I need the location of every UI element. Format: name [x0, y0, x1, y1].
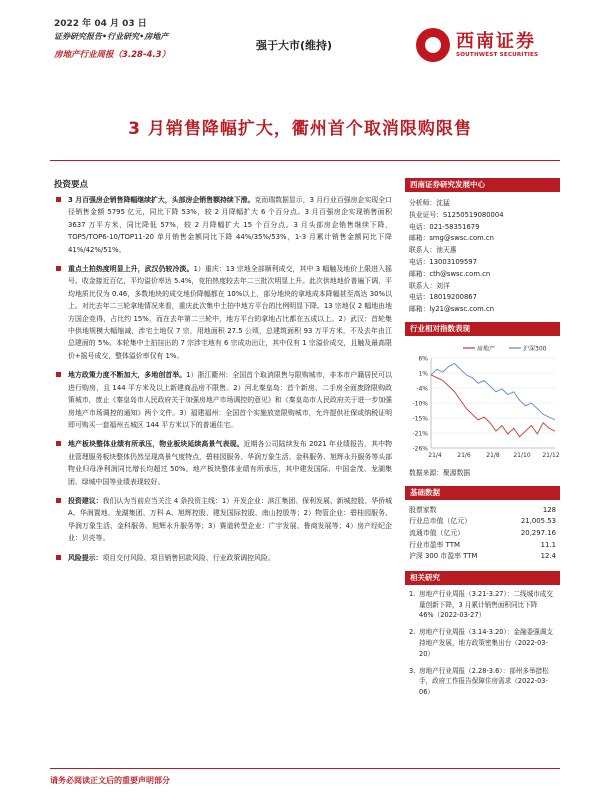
- y-tick-label: 1%: [418, 370, 428, 378]
- x-tick-label: 21/4: [428, 451, 442, 459]
- x-tick-label: 21/8: [486, 451, 500, 459]
- key-point-body: 1）重庆：13 宗地全部顺利成交，其中 3 幅触及地价上限进入摇号。收金接近百亿，平均溢价率达 5.4%，竞拍热度较去年二三批次明显上升。此次供地地价普遍下调，平均地质比仅为 0.46，多数地块的成交地价降幅都在 10%以上，部分地块的拿地成本降幅甚至高达 30%以上。对比去年二三轮拿地情况来看，重庆此次集中土拍中地方平台的比例明显下降。13 宗地仅 2 幅地由地方国企竞得，占比约 15%，而在去年第二三轮中，地方平台的拿地占比都在五成以上。2）武汉：首轮集中供地规模大幅缩减，涉宅土地仅 7 宗，用地面积 27.5 公顷，总建筑面积 93 万平方米，不及去年由江总建面的 5%。本轮集中土拍挂出的 7 宗涉宅地有 6 宗成功出让，其中仅有 1 宗溢价成交，且触及最高限价+摇号成交，整体溢价率仅有 1%。: [68, 265, 392, 360]
- report-category: 证券研究报告•行业研究•房地产: [54, 32, 169, 41]
- key-point-lead: 投资建议：: [68, 496, 103, 505]
- team-line: 电话：13003109597: [409, 257, 477, 266]
- legend-label: 房地产: [477, 345, 496, 353]
- basic-data-row: [405, 516, 560, 528]
- sidebar: [405, 178, 560, 704]
- related-item-title: 房地产行业周报（3.21-3.27）：二线城市成交量创新下降，3 月累计销售面积同比下降 46%（2022-03-27）: [419, 589, 553, 620]
- related-item[interactable]: [409, 666, 556, 698]
- key-point: [54, 194, 392, 256]
- report-series: 房地产行业周报（3.28-4.3）: [54, 50, 171, 60]
- team-line: 邮箱：ly21@swsc.com.cn: [409, 305, 495, 314]
- perf-header: 行业相对指数表现: [405, 322, 560, 336]
- key-point: [54, 495, 392, 545]
- basic-data-row: [405, 505, 560, 517]
- basic-data-value: 12.4: [540, 552, 556, 561]
- footer-divider: [50, 768, 560, 769]
- related-research: [405, 585, 560, 698]
- related-header: 相关研究: [405, 571, 560, 585]
- team-line: 邮箱：cth@swsc.com.cn: [409, 269, 491, 278]
- key-point: [54, 552, 392, 564]
- basic-data-value: 20,297.16: [520, 528, 556, 537]
- y-tick-label: -10%: [412, 400, 428, 408]
- basic-data-key: 沪深 300 市盈率 TTM: [409, 552, 478, 561]
- x-tick-label: 21/12: [542, 451, 560, 459]
- key-point-body: 近期各公司陆续发布 2021 年业绩报告，其中物业管理服务板块整体仍然呈现高景气度特点，碧桂园服务、华润万象生活、金科服务、旭辉永升服务等头部物业归母净利润同比增长均超过 50%。地产板块整体业绩有所承压，其中建发国际、中国金茂、龙湖集团、绿城中国等业绩表现较好。: [68, 440, 393, 486]
- key-point: [54, 369, 392, 431]
- relative-index-chart: [405, 336, 560, 468]
- basic-data-key: 流通市值（亿元）: [409, 528, 465, 537]
- team-line: 分析师：沈猛: [409, 199, 450, 207]
- key-point-lead: 地产板块整体业绩有所承压，物业板块延续高景气表现。: [68, 440, 244, 449]
- basic-data-value: 21,005.53: [520, 517, 556, 526]
- team-line: 电话：021-58351679: [409, 222, 480, 231]
- company-logo: [416, 22, 556, 70]
- key-point-lead: 重点土拍热度明显上升，武汉仍较冷淡。: [68, 265, 194, 274]
- chart-svg: [405, 336, 560, 468]
- basic-data-value: 11.1: [540, 540, 556, 549]
- rating: 强于大市(维持): [256, 39, 333, 52]
- logo-text-cn: 西南证券: [456, 31, 536, 52]
- related-item-number: 1.: [409, 589, 416, 598]
- basic-data-key: 股票家数: [409, 505, 437, 514]
- related-item-title: 房地产行业周报（2.28-3.6）：部州多举措松手，政府工作报告保障住房需求（2022-03-06）: [419, 666, 549, 697]
- x-tick-label: 21/6: [457, 451, 471, 459]
- y-tick-label: -4%: [416, 385, 428, 393]
- y-tick-label: 6%: [418, 355, 428, 363]
- basic-data-value: 128: [542, 505, 556, 514]
- report-date: 2022 年 04 月 03 日: [54, 19, 147, 29]
- team-line: 邮箱：smg@swsc.com.cn: [409, 234, 494, 243]
- basic-data-row: [405, 540, 560, 552]
- key-point: [54, 438, 392, 488]
- logo-text-en: SOUTHWEST SECURITIES: [456, 52, 539, 58]
- section-heading: 投资要点: [54, 180, 89, 190]
- basic-data-row: [405, 528, 560, 540]
- basic-data-row: [405, 551, 560, 563]
- legend-label: 沪深300: [523, 345, 547, 353]
- basic-data-header: 基础数据: [405, 486, 560, 500]
- chart-source: 数据来源：聚源数据: [409, 468, 471, 477]
- key-point-lead: 地方政策力度不断加大，多地创首举。: [68, 371, 187, 380]
- key-point-body: 我们认为当前应当关注 4 条投资主线：1）开发企业：滨江集团、保利发展、新城控股、华侨城 A、华润置地、龙湖集团、万科 A、旭辉控股、建发国际控股、南山控股等；2）物管企业：碧桂园服务、华润万象生活、金科服务、旭辉永升服务等；3）赛道转型企业：广宇发展、鲁商发展等；4）房产经纪企业：贝壳等。: [68, 496, 393, 543]
- report-title: 3 月销售降幅扩大，衢州首个取消限购限售: [128, 119, 472, 139]
- team-line: 执业证号：S1250519080004: [409, 210, 504, 219]
- y-tick-label: -26%: [412, 445, 428, 453]
- related-item[interactable]: [409, 589, 556, 621]
- related-item[interactable]: [409, 627, 556, 659]
- team-line: 联系人：刘洋: [409, 281, 450, 290]
- title-divider: [50, 160, 560, 161]
- key-points: [54, 194, 392, 571]
- key-point-lead: 3 月百强房企销售降幅继续扩大，头部房企销售额持续下滑。: [68, 196, 255, 204]
- related-item-number: 2.: [409, 628, 416, 637]
- key-point-body: 克而瑞数据显示，3 月行业百强房企实现全口径销售金额 5795 亿元，同比下降 53%，较 2 月降幅扩大 6 个百分点。3 月百强房企实现销售面积 3637 万平方米，同比降低 57%，较 2 月降幅扩大 15 个百分点。3 月头部房企销售继续下降，TOP5/TOP6-10/TOP11-20 单月销售金额同比下降 44%/35%/53%，1-3 月累计销售金额同比下降 41%/42%/51%。: [68, 196, 392, 254]
- related-item-number: 3.: [409, 666, 416, 675]
- key-point-body: 1）浙江衢州：全国首个取消限售与限购城市，非本市户籍居民可以进行购房，且 144 平方米及以上新建商品房不限售。2）河北秦皇岛：首个新房、二手房全面废除限购政策城市，废止《秦皇岛市人民政府关于加强房地产市场调控的意见》和《秦皇岛市人民政府关于进一步加强房地产市场调控的通知》两个文件。3）福建福州：全国首个实施放宽限购城市，允许提供社保或纳税证明即可购买一套福州五城区 144 平方米以下的普通住宅。: [68, 371, 392, 429]
- key-point-body: 项目交付风险、项目销售回款风险、行业政策调控风险。: [102, 553, 275, 562]
- y-tick-label: -21%: [412, 430, 428, 438]
- series-line: [431, 364, 555, 420]
- key-point: [54, 263, 392, 362]
- basic-data-table: [405, 500, 560, 563]
- team-header: 西南证券研究发展中心: [405, 178, 560, 192]
- basic-data-key: 行业市盈率 TTM: [409, 540, 460, 549]
- series-line: [431, 375, 555, 437]
- y-tick-label: -15%: [412, 415, 428, 423]
- logo-mark-icon: [416, 28, 450, 62]
- x-tick-label: 21/10: [513, 451, 531, 459]
- footer-disclaimer: 请务必阅读正文后的重要声明部分: [50, 776, 170, 785]
- key-point-lead: 风险提示：: [68, 553, 103, 562]
- basic-data-key: 行业总市值（亿元）: [409, 517, 472, 526]
- related-item-title: 房地产行业周报（3.14-3.20）：金融委强调支持地产发展，地方政策密集出台（2022-03-20）: [419, 628, 553, 658]
- team-info: [405, 192, 560, 322]
- team-line: 电话：18019200867: [409, 293, 477, 302]
- team-line: 联系人：池天惠: [409, 246, 457, 255]
